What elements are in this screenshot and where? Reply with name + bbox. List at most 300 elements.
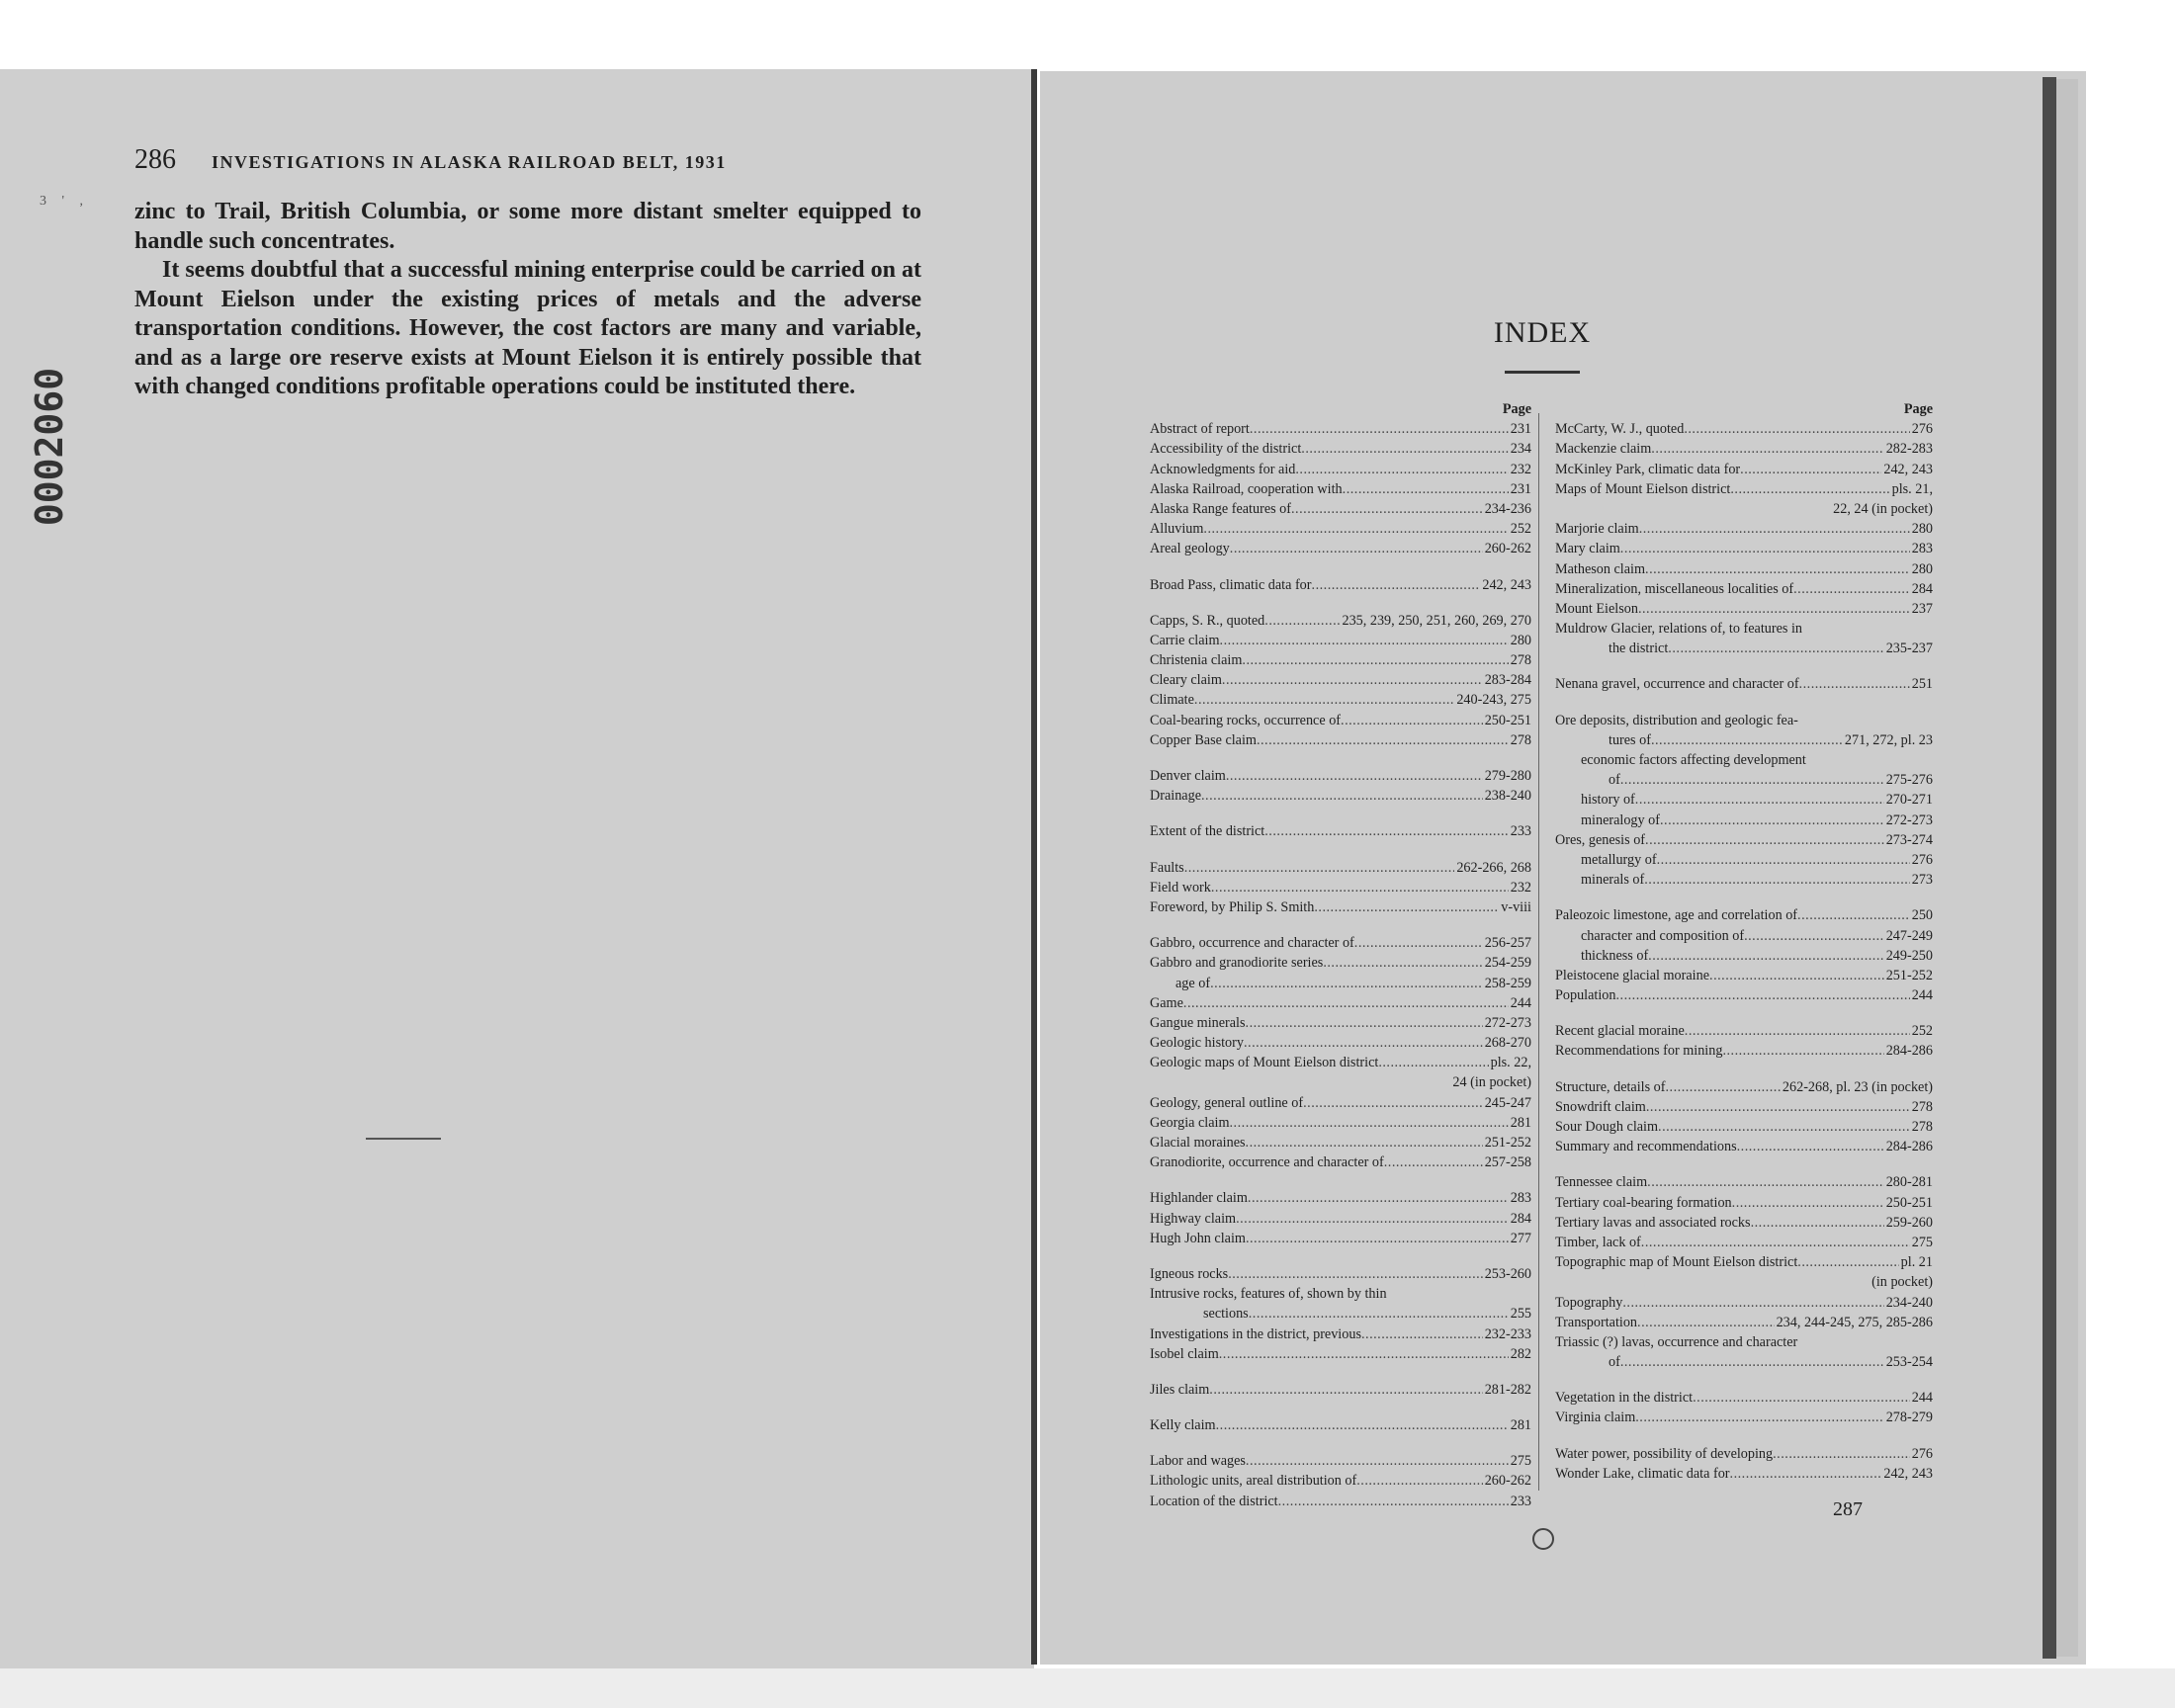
entry-gap: [1150, 750, 1531, 766]
leader-dots: [1230, 539, 1483, 558]
leader-dots: [1730, 479, 1889, 499]
index-entry-term: Areal geology: [1150, 541, 1230, 557]
index-entry-pages: 270-271: [1885, 792, 1933, 809]
index-entry: [1555, 1097, 1933, 1117]
index-entry-pages: 275: [1911, 1234, 1933, 1250]
leader-dots: [1222, 670, 1483, 690]
index-entry-term: Tertiary lavas and associated rocks: [1555, 1214, 1751, 1231]
index-entry-term: Accessibility of the district: [1150, 441, 1302, 458]
index-entry-pages: 242, 243: [1482, 576, 1531, 593]
leader-dots: [1635, 790, 1884, 810]
entry-gap: [1150, 595, 1531, 611]
index-entry: [1150, 730, 1531, 750]
index-entry-pages: 278-279: [1885, 1409, 1933, 1426]
index-entry-term: Cleary claim: [1150, 672, 1222, 689]
index-entry-pages: pls. 21,: [1891, 480, 1933, 497]
leader-dots: [1278, 1492, 1509, 1511]
entry-gap: [1555, 1428, 1933, 1444]
leader-dots: [1709, 966, 1884, 985]
index-entry-term: Georgia claim: [1150, 1114, 1230, 1131]
index-entry: [1555, 1408, 1933, 1427]
index-entry-term: Copper Base claim: [1150, 731, 1257, 748]
index-entry-pages: 273: [1911, 872, 1933, 889]
index-entry: [1555, 790, 1933, 810]
index-entry-pages: 247-249: [1885, 927, 1933, 944]
index-entry: [1150, 878, 1531, 897]
index-entry: [1150, 670, 1531, 690]
index-entry-term: Gabbro and granodiorite series: [1150, 955, 1324, 972]
leader-dots: [1248, 1188, 1509, 1208]
index-entry-pages: 256-257: [1484, 935, 1531, 952]
index-entry-pages: 262-266, 268: [1456, 859, 1531, 876]
entry-gap: [1555, 1062, 1933, 1077]
index-entry-continuation: 22, 24 (in pocket): [1833, 500, 1933, 517]
index-entry: [1555, 1313, 1933, 1332]
index-entry-pages: 242, 243: [1883, 1465, 1933, 1482]
index-entry-term: Transportation: [1555, 1314, 1638, 1330]
index-entry-term: Granodiorite, occurrence and character of: [1150, 1154, 1384, 1171]
leader-dots: [1615, 985, 1909, 1005]
index-entry: [1150, 1053, 1531, 1072]
running-head-title: INVESTIGATIONS IN ALASKA RAILROAD BELT, 1931: [212, 152, 727, 172]
index-entry: [1555, 1352, 1933, 1372]
index-entry-pages: 253-260: [1484, 1265, 1531, 1282]
leader-dots: [1635, 1408, 1883, 1427]
index-entry: [1150, 1344, 1531, 1364]
title-rule: [1505, 371, 1580, 374]
index-entry-pages: 231: [1510, 421, 1531, 438]
index-entry-term: Summary and recommendations: [1555, 1139, 1737, 1155]
index-entry: [1555, 850, 1933, 870]
index-entry-term: tures of: [1609, 731, 1651, 748]
leader-dots: [1620, 770, 1884, 790]
leader-dots: [1637, 1313, 1775, 1332]
index-entry-term: Highlander claim: [1150, 1190, 1248, 1207]
leader-dots: [1773, 1444, 1910, 1464]
leader-dots: [1644, 870, 1910, 890]
index-entry: [1150, 1209, 1531, 1229]
index-entry-pages: 284-286: [1885, 1043, 1933, 1060]
index-entry-pages: 235, 239, 250, 251, 260, 269, 270: [1342, 612, 1531, 629]
index-entry-term: Field work: [1150, 879, 1211, 896]
index-entry: [1150, 1033, 1531, 1053]
index-entry-pages: 268-270: [1484, 1035, 1531, 1052]
index-entry-term: sections: [1203, 1306, 1249, 1323]
index-entry-pages: pls. 22,: [1490, 1055, 1531, 1071]
index-entry-term: Tertiary coal-bearing formation: [1555, 1194, 1732, 1211]
archive-stamp-text: 0002060: [28, 367, 72, 527]
index-entry-term: Matheson claim: [1555, 560, 1646, 577]
leader-dots: [1343, 479, 1509, 499]
index-entry: [1150, 933, 1531, 953]
punch-hole-ring: [1532, 1528, 1554, 1550]
index-entry-term: character and composition of: [1581, 927, 1745, 944]
index-entry-term: Sour Dough claim: [1555, 1119, 1659, 1135]
entry-gap: [1150, 806, 1531, 821]
index-entry-term: Wonder Lake, climatic data for: [1555, 1465, 1730, 1482]
leader-dots: [1645, 559, 1910, 579]
index-column-right: [1555, 399, 1933, 1484]
index-entry-term: Carrie claim: [1150, 632, 1220, 648]
index-entry-term: Alluvium: [1150, 521, 1204, 538]
index-entry-term: Denver claim: [1150, 768, 1226, 784]
index-entry-term: McCarty, W. J., quoted: [1555, 421, 1685, 438]
index-entry: [1555, 1021, 1933, 1041]
index-entry-pages: 278: [1510, 731, 1531, 748]
leader-dots: [1236, 1209, 1509, 1229]
index-entry-term: Igneous rocks: [1150, 1265, 1229, 1282]
entry-gap: [1555, 658, 1933, 674]
index-entry-term: Population: [1555, 987, 1616, 1004]
leader-dots: [1639, 519, 1910, 539]
index-entry-term: Faults: [1150, 859, 1184, 876]
leader-dots: [1264, 821, 1508, 841]
index-entry-continuation: (in pocket): [1871, 1274, 1933, 1291]
index-entry-pages: 244: [1911, 987, 1933, 1004]
index-entry: [1555, 926, 1933, 946]
index-entry: [1150, 1304, 1531, 1324]
leader-dots: [1219, 1344, 1509, 1364]
left-page-number: 286: [134, 144, 176, 175]
index-entry: [1555, 1172, 1933, 1192]
column-separator: [1538, 413, 1539, 1491]
leader-dots: [1797, 905, 1910, 925]
index-entry-pages: 233: [1510, 1493, 1531, 1509]
index-entry-pages: 272-273: [1484, 1014, 1531, 1031]
index-entry: [1150, 1324, 1531, 1344]
leader-dots: [1740, 460, 1881, 479]
index-entry: [1150, 897, 1531, 917]
leader-dots: [1797, 1252, 1898, 1272]
index-entry-pages: 281: [1510, 1417, 1531, 1434]
index-entry-pages: 260-262: [1484, 1473, 1531, 1490]
index-entry: [1150, 953, 1531, 973]
index-entry-term: Foreword, by Philip S. Smith: [1150, 898, 1315, 915]
index-entry: [1555, 830, 1933, 850]
index-entry-term: Extent of the district: [1150, 823, 1265, 840]
index-entry-pages: 271, 272, pl. 23: [1844, 731, 1933, 748]
index-entry-pages: 276: [1911, 1445, 1933, 1462]
index-entry: [1150, 575, 1531, 595]
leader-dots: [1356, 1471, 1482, 1491]
leader-dots: [1378, 1053, 1488, 1072]
leader-dots: [1793, 579, 1910, 599]
column-header: Page: [1502, 401, 1531, 417]
index-entry: [1150, 1492, 1531, 1511]
index-entry: [1150, 539, 1531, 558]
leader-dots: [1301, 439, 1508, 459]
archive-stamp: [28, 336, 148, 563]
index-entry-pages: 283: [1510, 1190, 1531, 1207]
index-entry: [1555, 460, 1933, 479]
index-entry-term: Topography: [1555, 1294, 1623, 1311]
scan-bottom-band: [0, 1668, 2175, 1708]
index-entry: [1150, 611, 1531, 631]
leader-dots: [1651, 730, 1843, 750]
index-entry: [1555, 539, 1933, 558]
index-entry-term: Game: [1150, 994, 1183, 1011]
index-entry-term: Mount Eielson: [1555, 600, 1638, 617]
index-entry-term: Christenia claim: [1150, 652, 1243, 669]
index-entry-term: of: [1609, 772, 1620, 789]
index-entry-term: Nenana gravel, occurrence and character of: [1555, 676, 1799, 693]
entry-gap: [1150, 917, 1531, 933]
leader-dots: [1314, 897, 1499, 917]
index-entry-pages: 249-250: [1885, 947, 1933, 964]
entry-gap: [1150, 1172, 1531, 1188]
index-entry-pages: 245-247: [1484, 1094, 1531, 1111]
index-entry: [1555, 1213, 1933, 1233]
index-entry-pages: 232-233: [1484, 1325, 1531, 1342]
leader-dots: [1257, 730, 1509, 750]
entry-gap: [1150, 1400, 1531, 1415]
index-entry-term: Jiles claim: [1150, 1381, 1210, 1398]
leader-dots: [1291, 499, 1483, 519]
index-entry-pages: 272-273: [1885, 811, 1933, 828]
leader-dots: [1211, 878, 1509, 897]
index-entry-pages: 279-280: [1484, 768, 1531, 784]
index-column-left: [1150, 399, 1531, 1511]
index-entry: [1555, 419, 1933, 439]
leader-dots: [1685, 1021, 1910, 1041]
index-entry-heading: Triassic (?) lavas, occurrence and character: [1555, 1333, 1798, 1350]
index-entry-pages: 278: [1510, 652, 1531, 669]
index-entry: [1150, 993, 1531, 1013]
index-entry-term: Gangue minerals: [1150, 1014, 1246, 1031]
index-entry-pages: 250: [1911, 907, 1933, 924]
leader-dots: [1226, 766, 1483, 786]
leader-dots: [1730, 1464, 1882, 1484]
index-entry-continuation: 24 (in pocket): [1452, 1074, 1531, 1091]
index-entry-pages: 252: [1911, 1023, 1933, 1040]
index-entry: [1150, 1229, 1531, 1248]
index-entry-term: Acknowledgments for aid: [1150, 461, 1296, 477]
index-entry-term: Timber, lack of: [1555, 1234, 1641, 1250]
index-entry-term: Location of the district: [1150, 1493, 1278, 1509]
leader-dots: [1242, 650, 1508, 670]
index-entry-term: minerals of: [1581, 872, 1645, 889]
leader-dots: [1228, 1264, 1483, 1284]
index-entry: [1555, 1137, 1933, 1156]
index-entry-term: Climate: [1150, 692, 1194, 709]
index-entry: [1150, 460, 1531, 479]
leader-dots: [1209, 1380, 1482, 1400]
leader-dots: [1354, 933, 1483, 953]
index-entry-term: Alaska Railroad, cooperation with: [1150, 480, 1343, 497]
index-entry-pages: 240-243, 275: [1456, 692, 1531, 709]
index-entry-term: Drainage: [1150, 788, 1201, 805]
leader-dots: [1295, 460, 1508, 479]
index-entry-term: Labor and wages: [1150, 1453, 1246, 1470]
index-entry: [1150, 766, 1531, 786]
index-entry-term: Coal-bearing rocks, occurrence of: [1150, 712, 1342, 728]
index-entry-pages: 280: [1911, 560, 1933, 577]
leader-dots: [1361, 1324, 1483, 1344]
leader-dots: [1799, 674, 1910, 694]
index-entry-pages: 234-236: [1484, 500, 1531, 517]
leader-dots: [1658, 1117, 1910, 1137]
index-entry: [1150, 821, 1531, 841]
index-entry: [1555, 1388, 1933, 1408]
page-edge: [2056, 79, 2078, 1657]
index-entry-term: Snowdrift claim: [1555, 1098, 1646, 1115]
index-entry-pages: 260-262: [1484, 541, 1531, 557]
index-entry-pages: 253-254: [1885, 1354, 1933, 1371]
entry-gap: [1555, 1156, 1933, 1172]
index-entry: [1555, 1233, 1933, 1252]
index-title: INDEX: [1493, 316, 1592, 349]
index-entry: [1555, 1041, 1933, 1061]
index-entry: [1555, 1444, 1933, 1464]
index-entry-term: Marjorie claim: [1555, 521, 1639, 538]
index-entry-pages: 278: [1911, 1098, 1933, 1115]
index-entry-term: Broad Pass, climatic data for: [1150, 576, 1312, 593]
index-entry-pages: 254-259: [1484, 955, 1531, 972]
index-entry-term: Tennessee claim: [1555, 1174, 1648, 1191]
index-entry: [1150, 1415, 1531, 1435]
archive-stamp-ghost: [44, 1275, 152, 1502]
left-body-text: [134, 198, 921, 402]
index-entry: [1150, 1471, 1531, 1491]
index-entry-pages: 275: [1510, 1453, 1531, 1470]
leader-dots: [1622, 1293, 1883, 1313]
leader-dots: [1732, 1193, 1884, 1213]
index-entry-pages: 237: [1911, 600, 1933, 617]
index-entry-heading: Intrusive rocks, features of, shown by thin: [1150, 1286, 1387, 1303]
leader-dots: [1384, 1153, 1483, 1172]
leader-dots: [1246, 1229, 1509, 1248]
index-entry-term: Investigations in the district, previous: [1150, 1325, 1361, 1342]
index-entry-pages: 280-281: [1885, 1174, 1933, 1191]
leader-dots: [1312, 575, 1481, 595]
index-entry-pages: 283: [1911, 541, 1933, 557]
index-entry-term: thickness of: [1581, 947, 1649, 964]
index-entry-pages: pl. 21: [1900, 1254, 1933, 1271]
leader-dots: [1323, 953, 1482, 973]
page-edge-shadow: [2043, 77, 2056, 1659]
leader-dots: [1620, 1352, 1884, 1372]
index-entry-pages: 232: [1510, 461, 1531, 477]
leader-dots: [1249, 1304, 1509, 1324]
leader-dots: [1264, 611, 1340, 631]
leader-dots: [1246, 1133, 1483, 1153]
index-entry-term: the district: [1609, 640, 1669, 657]
index-entry: [1150, 1451, 1531, 1471]
entry-gap: [1150, 559, 1531, 575]
index-entry-term: Virginia claim: [1555, 1409, 1636, 1426]
index-entry-pages: v-viii: [1501, 898, 1531, 915]
leader-dots: [1751, 1213, 1884, 1233]
index-entry-term: McKinley Park, climatic data for: [1555, 461, 1741, 477]
leader-dots: [1203, 519, 1508, 539]
leader-dots: [1210, 974, 1483, 993]
book-gutter: [1031, 69, 1037, 1665]
index-entry: [1555, 519, 1933, 539]
index-entry: [1150, 1153, 1531, 1172]
index-entry-term: Hugh John claim: [1150, 1230, 1246, 1246]
index-entry: [1555, 905, 1933, 925]
index-entry-term: Geology, general outline of: [1150, 1094, 1304, 1111]
index-entry: [1555, 966, 1933, 985]
index-entry-term: Geologic history: [1150, 1035, 1244, 1052]
index-entry-pages: 234, 244-245, 275, 285-286: [1776, 1314, 1933, 1330]
index-entry: [1150, 519, 1531, 539]
index-entry: [1150, 1133, 1531, 1153]
index-entry-term: Ores, genesis of: [1555, 831, 1646, 848]
leader-dots: [1620, 539, 1910, 558]
index-entry-term: Pleistocene glacial moraine: [1555, 967, 1710, 983]
index-entry-pages: 250-251: [1484, 712, 1531, 728]
index-entry-term: Glacial moraines: [1150, 1135, 1246, 1151]
index-entry: [1555, 811, 1933, 830]
index-entry-pages: 276: [1911, 421, 1933, 438]
leader-dots: [1230, 1113, 1509, 1133]
leader-dots: [1641, 1233, 1910, 1252]
index-entry-pages: 278: [1911, 1119, 1933, 1135]
index-entry: [1150, 786, 1531, 806]
index-entry-pages: 259-260: [1885, 1214, 1933, 1231]
index-entry: [1150, 974, 1531, 993]
index-entry: [1555, 479, 1933, 499]
index-entry: [1555, 985, 1933, 1005]
index-entry: [1555, 599, 1933, 619]
index-entry: [1555, 439, 1933, 459]
index-entry-term: Kelly claim: [1150, 1417, 1216, 1434]
leader-dots: [1201, 786, 1483, 806]
index-entry: [1150, 690, 1531, 710]
index-entry-heading: economic factors affecting development: [1581, 752, 1806, 768]
entry-gap: [1150, 1248, 1531, 1264]
index-entry: [1150, 1264, 1531, 1284]
paragraph: zinc to Trail, British Columbia, or some more distant smelter equipped to handle such concentrates.: [134, 199, 921, 254]
leader-dots: [1660, 811, 1884, 830]
section-rule: [366, 1138, 441, 1140]
index-entry: [1555, 730, 1933, 750]
entry-gap: [1555, 1372, 1933, 1388]
leader-dots: [1722, 1041, 1883, 1061]
running-head: [134, 144, 925, 176]
leader-dots: [1183, 993, 1509, 1013]
index-entry-term: Maps of Mount Eielson district: [1555, 480, 1731, 497]
index-entry: [1150, 631, 1531, 650]
index-entry-pages: 281: [1510, 1114, 1531, 1131]
index-entry: [1150, 650, 1531, 670]
index-entry-pages: 242, 243: [1883, 461, 1933, 477]
index-entry: [1555, 1464, 1933, 1484]
index-entry-pages: 252: [1510, 521, 1531, 538]
entry-gap: [1555, 695, 1933, 711]
index-entry-term: Gabbro, occurrence and character of: [1150, 935, 1354, 952]
index-entry-pages: 280: [1510, 632, 1531, 648]
leader-dots: [1220, 631, 1509, 650]
leader-dots: [1246, 1013, 1483, 1033]
margin-marks: 3 ' ,: [40, 194, 90, 209]
index-entry-pages: 244: [1911, 1390, 1933, 1407]
entry-gap: [1555, 890, 1933, 905]
leader-dots: [1645, 830, 1884, 850]
index-entry-term: Mineralization, miscellaneous localities of: [1555, 580, 1794, 597]
index-entry: [1555, 579, 1933, 599]
index-entry-term: Highway claim: [1150, 1210, 1237, 1227]
index-entry: [1555, 559, 1933, 579]
leader-dots: [1693, 1388, 1910, 1408]
index-entry-pages: 255: [1510, 1306, 1531, 1323]
index-entry-term: Alaska Range features of: [1150, 500, 1291, 517]
leader-dots: [1194, 690, 1454, 710]
index-entry-term: Recommendations for mining: [1555, 1043, 1723, 1060]
index-entry-pages: 251-252: [1484, 1135, 1531, 1151]
leader-dots: [1216, 1415, 1509, 1435]
